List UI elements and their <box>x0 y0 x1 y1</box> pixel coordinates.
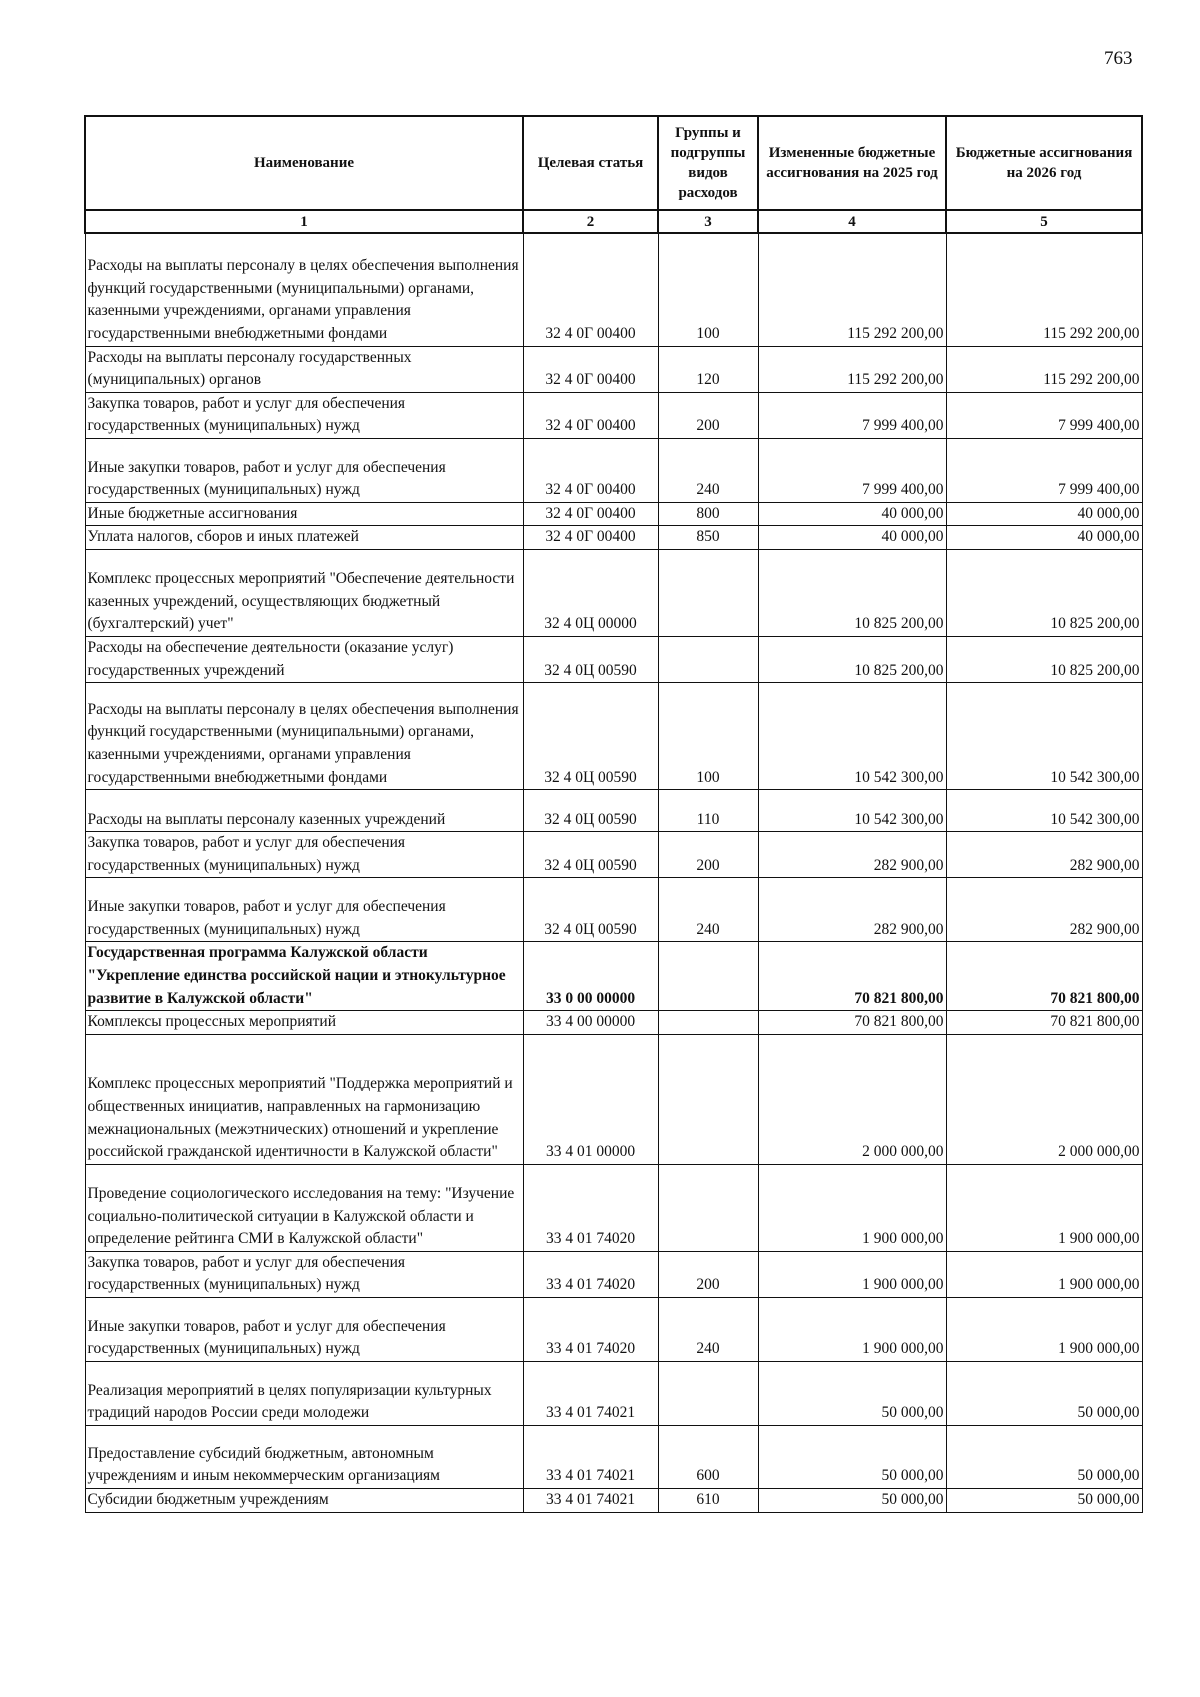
row-amount-2025: 115 292 200,00 <box>758 233 946 346</box>
table-row <box>85 233 1142 346</box>
row-amount-2025: 282 900,00 <box>758 878 946 942</box>
row-expense-group: 600 <box>658 1426 758 1489</box>
table-row <box>85 1164 1142 1251</box>
row-amount-2026: 7 999 400,00 <box>946 438 1142 502</box>
row-expense-group: 240 <box>658 438 758 502</box>
row-amount-2025: 1 900 000,00 <box>758 1251 946 1297</box>
row-amount-2026: 10 825 200,00 <box>946 550 1142 637</box>
row-amount-2025: 10 825 200,00 <box>758 550 946 637</box>
row-amount-2026: 10 542 300,00 <box>946 683 1142 790</box>
row-name: Расходы на выплаты персоналу государственных (муниципальных) органов <box>85 346 523 392</box>
row-name: Иные закупки товаров, работ и услуг для обеспечения государственных (муниципальных) нужд <box>85 878 523 942</box>
row-name: Расходы на выплаты персоналу в целях обеспечения выполнения функций государственными (муниципальными) органами, казенными учреждениями, органами управления государственными внебюджетными фондами <box>85 233 523 346</box>
table-row <box>85 550 1142 637</box>
row-amount-2026: 50 000,00 <box>946 1426 1142 1489</box>
row-amount-2025: 10 825 200,00 <box>758 637 946 683</box>
table-row <box>85 683 1142 790</box>
column-number: 1 <box>85 210 523 233</box>
row-name: Субсидии бюджетным учреждениям <box>85 1489 523 1513</box>
row-amount-2026: 282 900,00 <box>946 832 1142 878</box>
row-amount-2025: 40 000,00 <box>758 526 946 550</box>
table-row <box>85 438 1142 502</box>
row-target-article: 32 4 0Ц 00590 <box>523 683 658 790</box>
table-row <box>85 346 1142 392</box>
row-amount-2026: 7 999 400,00 <box>946 392 1142 438</box>
row-expense-group <box>658 942 758 1011</box>
row-expense-group <box>658 550 758 637</box>
row-name: Комплексы процессных мероприятий <box>85 1011 523 1035</box>
table-row <box>85 1426 1142 1489</box>
table-body <box>85 233 1142 1512</box>
row-amount-2025: 1 900 000,00 <box>758 1298 946 1362</box>
page-number: 763 <box>1104 48 1133 69</box>
row-target-article: 33 4 01 74020 <box>523 1164 658 1251</box>
column-number: 5 <box>946 210 1142 233</box>
row-expense-group: 200 <box>658 832 758 878</box>
row-name: Комплекс процессных мероприятий "Обеспечение деятельности казенных учреждений, осуществляющих бюджетный (бухгалтерский) учет" <box>85 550 523 637</box>
row-expense-group: 100 <box>658 683 758 790</box>
table-row <box>85 1298 1142 1362</box>
row-amount-2026: 10 542 300,00 <box>946 790 1142 832</box>
table-row <box>85 392 1142 438</box>
row-target-article: 32 4 0Ц 00590 <box>523 832 658 878</box>
row-expense-group: 610 <box>658 1489 758 1513</box>
row-amount-2025: 2 000 000,00 <box>758 1034 946 1164</box>
table-row <box>85 1011 1142 1035</box>
table-row <box>85 502 1142 526</box>
row-name: Закупка товаров, работ и услуг для обеспечения государственных (муниципальных) нужд <box>85 392 523 438</box>
table-row <box>85 1034 1142 1164</box>
row-amount-2026: 1 900 000,00 <box>946 1251 1142 1297</box>
row-target-article: 33 4 01 74021 <box>523 1489 658 1513</box>
row-amount-2026: 40 000,00 <box>946 526 1142 550</box>
row-target-article: 32 4 0Г 00400 <box>523 502 658 526</box>
row-amount-2026: 40 000,00 <box>946 502 1142 526</box>
column-number: 4 <box>758 210 946 233</box>
row-amount-2026: 2 000 000,00 <box>946 1034 1142 1164</box>
row-target-article: 32 4 0Г 00400 <box>523 392 658 438</box>
column-number: 3 <box>658 210 758 233</box>
row-amount-2026: 115 292 200,00 <box>946 346 1142 392</box>
row-name: Уплата налогов, сборов и иных платежей <box>85 526 523 550</box>
row-expense-group <box>658 1164 758 1251</box>
table-row <box>85 637 1142 683</box>
row-amount-2025: 1 900 000,00 <box>758 1164 946 1251</box>
row-expense-group <box>658 1011 758 1035</box>
row-target-article: 32 4 0Ц 00590 <box>523 878 658 942</box>
row-amount-2025: 50 000,00 <box>758 1362 946 1426</box>
row-expense-group <box>658 1034 758 1164</box>
row-target-article: 32 4 0Ц 00590 <box>523 790 658 832</box>
row-name: Проведение социологического исследования на тему: "Изучение социально-политической ситуации в Калужской области и определение рейтинга СМИ в Калужской области" <box>85 1164 523 1251</box>
row-name: Иные бюджетные ассигнования <box>85 502 523 526</box>
row-name: Иные закупки товаров, работ и услуг для обеспечения государственных (муниципальных) нужд <box>85 438 523 502</box>
row-name: Реализация мероприятий в целях популяризации культурных традиций народов России среди молодежи <box>85 1362 523 1426</box>
row-amount-2026: 50 000,00 <box>946 1362 1142 1426</box>
header-target-article: Целевая статья <box>523 116 658 210</box>
row-amount-2025: 70 821 800,00 <box>758 942 946 1011</box>
row-amount-2025: 50 000,00 <box>758 1489 946 1513</box>
row-amount-2026: 70 821 800,00 <box>946 942 1142 1011</box>
row-amount-2026: 50 000,00 <box>946 1489 1142 1513</box>
header-2025: Измененные бюджетные ассигнования на 2025 год <box>758 116 946 210</box>
row-amount-2026: 1 900 000,00 <box>946 1298 1142 1362</box>
table-row <box>85 942 1142 1011</box>
table-row <box>85 1362 1142 1426</box>
row-amount-2026: 1 900 000,00 <box>946 1164 1142 1251</box>
row-name: Государственная программа Калужской области "Укрепление единства российской нации и этнокультурное развитие в Калужской области" <box>85 942 523 1011</box>
row-expense-group: 240 <box>658 1298 758 1362</box>
row-expense-group <box>658 637 758 683</box>
table-row <box>85 1489 1142 1513</box>
row-expense-group: 120 <box>658 346 758 392</box>
row-amount-2025: 7 999 400,00 <box>758 438 946 502</box>
row-expense-group: 800 <box>658 502 758 526</box>
row-target-article: 33 0 00 00000 <box>523 942 658 1011</box>
row-target-article: 33 4 01 74020 <box>523 1251 658 1297</box>
row-expense-group: 200 <box>658 392 758 438</box>
row-expense-group <box>658 1362 758 1426</box>
row-target-article: 33 4 00 00000 <box>523 1011 658 1035</box>
row-amount-2026: 70 821 800,00 <box>946 1011 1142 1035</box>
row-expense-group: 850 <box>658 526 758 550</box>
row-target-article: 32 4 0Ц 00000 <box>523 550 658 637</box>
row-name: Предоставление субсидий бюджетным, автономным учреждениям и иным некоммерческим организациям <box>85 1426 523 1489</box>
row-name: Расходы на выплаты персоналу казенных учреждений <box>85 790 523 832</box>
row-amount-2025: 7 999 400,00 <box>758 392 946 438</box>
row-target-article: 32 4 0Г 00400 <box>523 233 658 346</box>
row-target-article: 33 4 01 74021 <box>523 1362 658 1426</box>
table-row <box>85 790 1142 832</box>
row-target-article: 33 4 01 74020 <box>523 1298 658 1362</box>
header-name: Наименование <box>85 116 523 210</box>
row-amount-2025: 50 000,00 <box>758 1426 946 1489</box>
row-expense-group: 240 <box>658 878 758 942</box>
table-row <box>85 832 1142 878</box>
row-amount-2025: 115 292 200,00 <box>758 346 946 392</box>
table-row <box>85 526 1142 550</box>
row-amount-2025: 40 000,00 <box>758 502 946 526</box>
row-expense-group: 110 <box>658 790 758 832</box>
column-number: 2 <box>523 210 658 233</box>
table-header <box>85 116 1142 233</box>
row-target-article: 32 4 0Г 00400 <box>523 526 658 550</box>
row-target-article: 33 4 01 00000 <box>523 1034 658 1164</box>
row-amount-2025: 70 821 800,00 <box>758 1011 946 1035</box>
row-target-article: 33 4 01 74021 <box>523 1426 658 1489</box>
row-target-article: 32 4 0Г 00400 <box>523 438 658 502</box>
row-target-article: 32 4 0Ц 00590 <box>523 637 658 683</box>
row-amount-2026: 282 900,00 <box>946 878 1142 942</box>
header-expense-group: Группы и подгруппы видов расходов <box>658 116 758 210</box>
row-target-article: 32 4 0Г 00400 <box>523 346 658 392</box>
table-row <box>85 1251 1142 1297</box>
table-row <box>85 878 1142 942</box>
row-expense-group: 200 <box>658 1251 758 1297</box>
row-name: Закупка товаров, работ и услуг для обеспечения государственных (муниципальных) нужд <box>85 832 523 878</box>
row-name: Иные закупки товаров, работ и услуг для обеспечения государственных (муниципальных) нужд <box>85 1298 523 1362</box>
row-amount-2025: 282 900,00 <box>758 832 946 878</box>
row-name: Расходы на выплаты персоналу в целях обеспечения выполнения функций государственными (муниципальными) органами, казенными учреждениями, органами управления государственными внебюджетными фондами <box>85 683 523 790</box>
row-amount-2026: 10 825 200,00 <box>946 637 1142 683</box>
row-amount-2025: 10 542 300,00 <box>758 790 946 832</box>
row-amount-2026: 115 292 200,00 <box>946 233 1142 346</box>
row-name: Закупка товаров, работ и услуг для обеспечения государственных (муниципальных) нужд <box>85 1251 523 1297</box>
row-name: Расходы на обеспечение деятельности (оказание услуг) государственных учреждений <box>85 637 523 683</box>
row-expense-group: 100 <box>658 233 758 346</box>
row-name: Комплекс процессных мероприятий "Поддержка мероприятий и общественных инициатив, направленных на гармонизацию межнациональных (межэтнических) отношений и укрепление российской гражданской идентичности в Калужской области" <box>85 1034 523 1164</box>
budget-table <box>84 115 1143 1513</box>
row-amount-2025: 10 542 300,00 <box>758 683 946 790</box>
header-2026: Бюджетные ассигнования на 2026 год <box>946 116 1142 210</box>
